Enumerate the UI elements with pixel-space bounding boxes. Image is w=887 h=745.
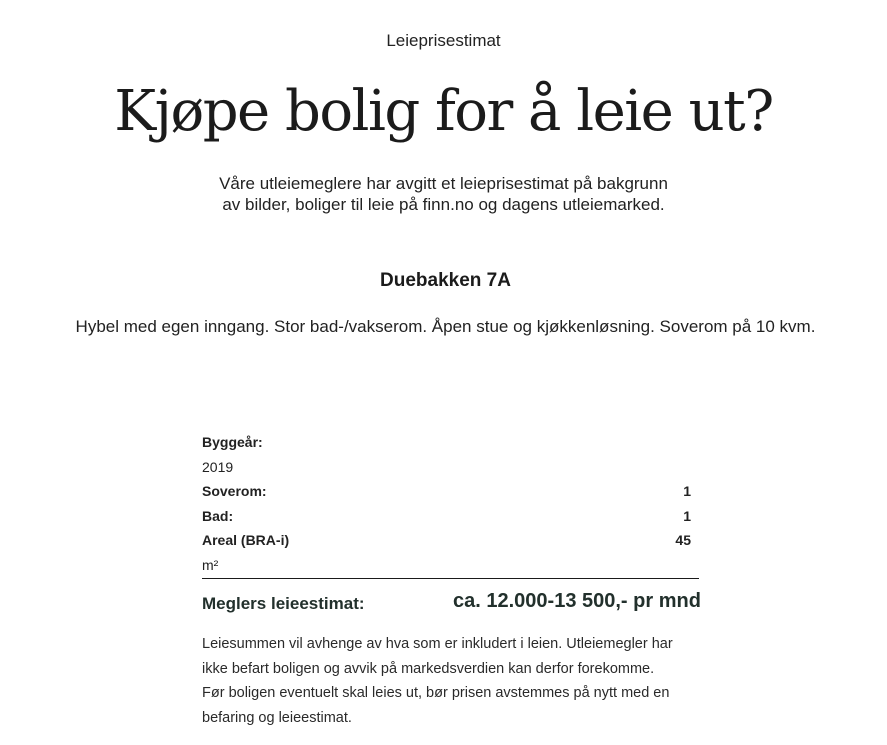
fact-value: 1 [683,483,691,499]
property-facts [202,430,699,577]
disclaimer-line: Leiesummen vil avhenge av hva som er inkludert i leien. Utleiemegler har [202,636,673,652]
fact-unit: m² [202,556,219,573]
section-eyebrow: Leieprisestimat [386,31,501,50]
broker-estimate [202,590,722,618]
property-address: Duebakken 7A [380,270,511,291]
disclaimer-line: ikke befart boligen og avvik på markedsverdien kan derfor forekomme. [202,660,655,677]
fact-label: Areal (BRA-i) [202,532,290,548]
intro-text [0,173,887,215]
fact-row-build-year-value [202,455,699,480]
fact-row-area-unit [202,553,699,578]
estimate-value: ca. 12.000-13 500,- pr mnd [453,590,701,612]
fact-label: Bad: [202,507,234,524]
disclaimer-line: befaring og leieestimat. [202,709,352,726]
page-title: Kjøpe bolig for å leie ut? [114,79,773,144]
fact-value: 1 [683,507,691,524]
fact-row-bedrooms [202,479,699,504]
intro-line: Våre utleiemeglere har avgitt et leieprisestimat på bakgrunn [219,174,668,193]
disclaimer-text [202,632,712,730]
property-description: Hybel med egen inngang. Stor bad-/vakserom. Åpen stue og kjøkkenløsning. Soverom på 10 kvm. [75,317,816,336]
fact-value: 45 [675,532,691,548]
fact-label: Byggeår: [202,434,263,450]
fact-row-area [202,528,699,553]
intro-line: av bilder, boliger til leie på finn.no og dagens utleiemarked. [222,195,665,214]
fact-row-bathrooms [202,504,699,529]
divider [202,578,699,579]
disclaimer-line: Før boligen eventuelt skal leies ut, bør prisen avstemmes på nytt med en [202,685,670,701]
fact-row-build-year [202,430,699,455]
fact-label: Soverom: [202,483,267,499]
fact-value: 2019 [202,458,234,475]
estimate-label: Meglers leieestimat: [202,594,365,613]
